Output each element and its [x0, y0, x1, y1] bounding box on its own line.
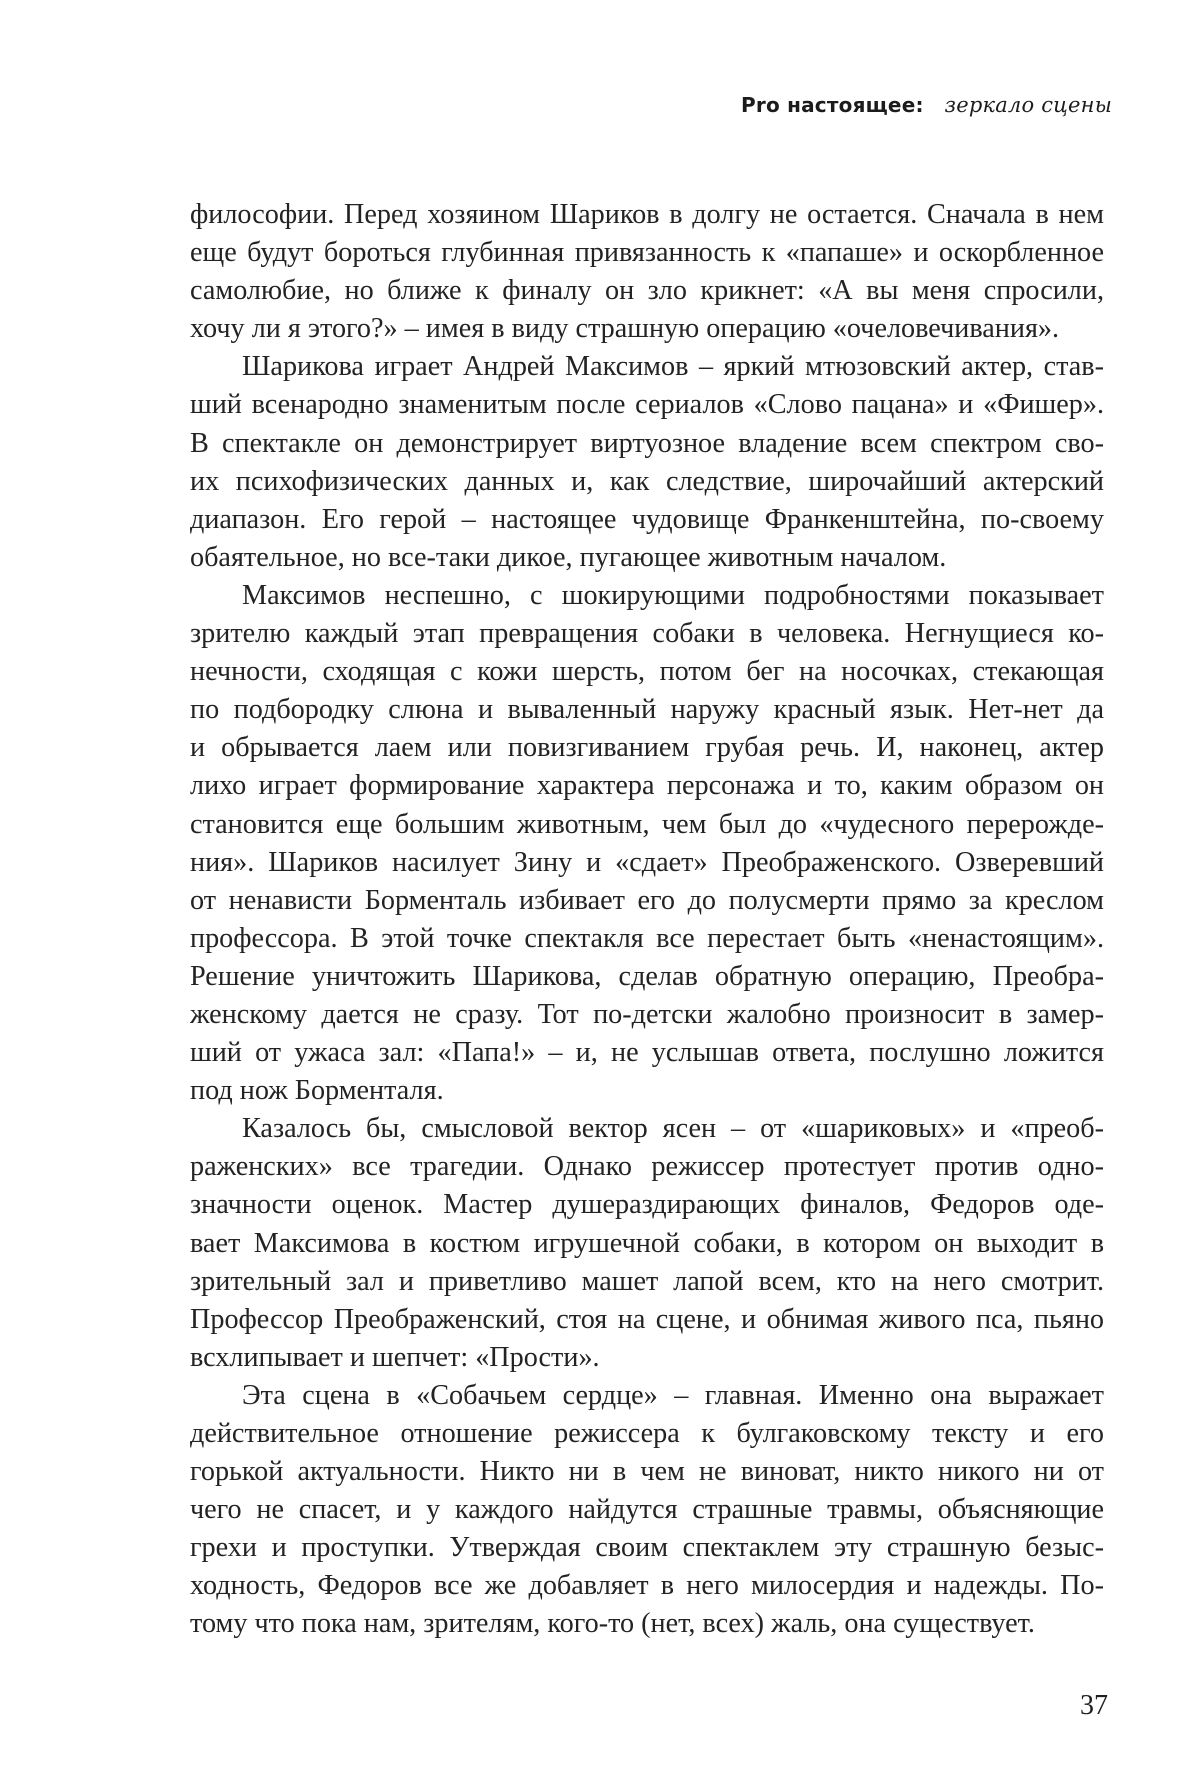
text-line: грехи и проступки. Утверждая своим спектаклем эту страшную безыс-: [190, 1529, 1104, 1567]
text-line: под нож Борменталя.: [190, 1072, 1104, 1110]
text-line: Решение уничтожить Шарикова, сделав обратную операцию, Преобра-: [190, 958, 1104, 996]
running-head: [741, 93, 1112, 117]
text-line: обаятельное, но все-таки дикое, пугающее животным началом.: [190, 539, 1104, 577]
text-line: всхлипывает и шепчет: «Прости».: [190, 1339, 1104, 1377]
paragraph: [190, 1110, 1104, 1377]
text-line: Максимов неспешно, с шокирующими подробностями показывает: [190, 577, 1104, 615]
paragraph: [190, 196, 1104, 348]
text-line: ния». Шариков насилует Зину и «сдает» Преображенского. Озверевший: [190, 844, 1104, 882]
running-head-section: Pro настоящее:: [741, 93, 924, 117]
text-line: Шарикова играет Андрей Максимов – яркий мтюзовский актер, став-: [190, 348, 1104, 386]
text-line: еще будут бороться глубинная привязанность к «папаше» и оскорбленное: [190, 234, 1104, 272]
text-line: Казалось бы, смысловой вектор ясен – от «шариковых» и «преоб-: [190, 1110, 1104, 1148]
text-line: ходность, Федоров все же добавляет в него милосердия и надежды. По-: [190, 1567, 1104, 1605]
text-line: становится еще большим животным, чем был до «чудесного перерожде-: [190, 806, 1104, 844]
paragraph: [190, 1377, 1104, 1644]
text-line: самолюбие, но ближе к финалу он зло крикнет: «А вы меня спросили,: [190, 272, 1104, 310]
book-page: [0, 0, 1200, 1780]
text-line: значности оценок. Мастер душераздирающих финалов, Федоров оде-: [190, 1186, 1104, 1224]
text-line: диапазон. Его герой – настоящее чудовище Франкенштейна, по-своему: [190, 501, 1104, 539]
text-line: вает Максимова в костюм игрушечной собаки, в котором он выходит в: [190, 1225, 1104, 1263]
text-line: раженских» все трагедии. Однако режиссер протестует против одно-: [190, 1148, 1104, 1186]
text-line: ший всенародно знаменитым после сериалов «Слово пацана» и «Фишер».: [190, 386, 1104, 424]
text-line: горькой актуальности. Никто ни в чем не виноват, никто никого ни от: [190, 1453, 1104, 1491]
text-line: Эта сцена в «Собачьем сердце» – главная. Именно она выражает: [190, 1377, 1104, 1415]
text-line: нечности, сходящая с кожи шерсть, потом бег на носочках, стекающая: [190, 653, 1104, 691]
text-line: ший от ужаса зал: «Папа!» – и, не услышав ответа, послушно ложится: [190, 1034, 1104, 1072]
text-line: их психофизических данных и, как следствие, широчайший актерский: [190, 463, 1104, 501]
text-line: хочу ли я этого?» – имея в виду страшную операцию «очеловечивания».: [190, 310, 1104, 348]
text-line: зрительный зал и приветливо машет лапой всем, кто на него смотрит.: [190, 1263, 1104, 1301]
paragraph: [190, 348, 1104, 577]
text-line: Профессор Преображенский, стоя на сцене, и обнимая живого пса, пьяно: [190, 1301, 1104, 1339]
text-line: и обрывается лаем или повизгиванием грубая речь. И, наконец, актер: [190, 729, 1104, 767]
text-line: от ненависти Борменталь избивает его до полусмерти прямо за креслом: [190, 882, 1104, 920]
text-line: лихо играет формирование характера персонажа и то, каким образом он: [190, 767, 1104, 805]
text-line: зрителю каждый этап превращения собаки в человека. Негнущиеся ко-: [190, 615, 1104, 653]
text-line: чего не спасет, и у каждого найдутся страшные травмы, объясняющие: [190, 1491, 1104, 1529]
text-line: профессора. В этой точке спектакля все перестает быть «ненастоящим».: [190, 920, 1104, 958]
text-line: женскому дается не сразу. Тот по-детски жалобно произносит в замер-: [190, 996, 1104, 1034]
paragraph: [190, 577, 1104, 1110]
text-line: действительное отношение режиссера к булгаковскому тексту и его: [190, 1415, 1104, 1453]
text-line: В спектакле он демонстрирует виртуозное владение всем спектром сво-: [190, 425, 1104, 463]
running-head-subtitle: зеркало сцены: [945, 93, 1112, 117]
body-text: [190, 196, 1104, 1644]
text-line: по подбородку слюна и вываленный наружу красный язык. Нет-нет да: [190, 691, 1104, 729]
text-line: тому что пока нам, зрителям, кого-то (нет, всех) жаль, она существует.: [190, 1605, 1104, 1643]
text-line: философии. Перед хозяином Шариков в долгу не остается. Сначала в нем: [190, 196, 1104, 234]
page-number: 37: [1080, 1690, 1108, 1722]
